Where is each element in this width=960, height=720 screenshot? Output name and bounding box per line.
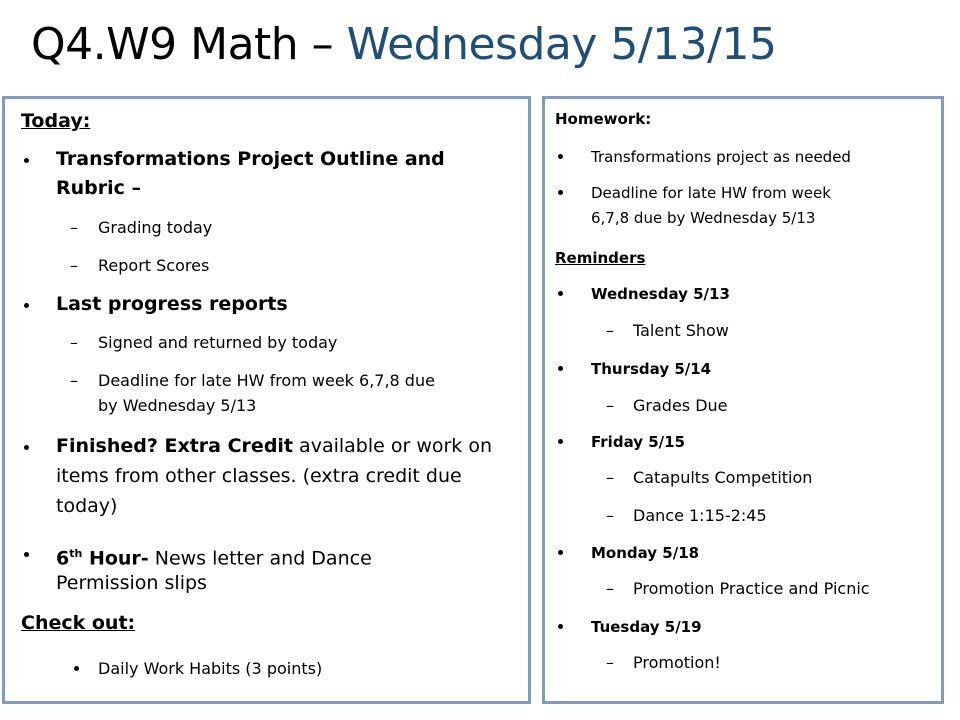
reminder-monday: Monday 5/18 — [591, 544, 700, 562]
dash: – — [606, 579, 614, 598]
dash: – — [70, 371, 78, 390]
reminder-talent-show: Talent Show — [633, 321, 729, 340]
bullet — [558, 550, 563, 555]
bullet — [558, 366, 563, 371]
item-finished-line2: items from other classes. (extra credit due — [56, 465, 462, 487]
item-finished-line3: today) — [56, 495, 118, 517]
dash: – — [606, 653, 614, 672]
reminder-friday: Friday 5/15 — [591, 433, 686, 451]
reminders-heading: Reminders — [555, 249, 646, 267]
bullet — [558, 154, 563, 159]
bullet — [558, 439, 563, 444]
item-sixth-num: 6 — [56, 547, 70, 570]
bullet — [558, 190, 563, 195]
item-sixth-hour-line2: Permission slips — [56, 572, 207, 594]
reminder-catapults: Catapults Competition — [633, 468, 813, 487]
homework-heading: Homework: — [555, 110, 652, 128]
sub-grading-today: Grading today — [98, 218, 213, 237]
item-sixth-sup: th — [69, 547, 83, 560]
reminder-wednesday: Wednesday 5/13 — [591, 285, 730, 303]
dash: – — [606, 396, 614, 415]
dash: – — [606, 506, 614, 525]
item-finished-line1 — [56, 432, 492, 461]
title-day: Wednesday 5/13/15 — [346, 19, 777, 70]
reminder-promotion: Promotion! — [633, 653, 721, 672]
checkout-work-habits: Daily Work Habits (3 points) — [98, 659, 323, 678]
bullet — [24, 552, 29, 557]
item-progress-reports: Last progress reports — [56, 293, 288, 315]
slide-title — [31, 14, 777, 76]
sub-deadline-line2: by Wednesday 5/13 — [98, 396, 257, 415]
dash: – — [70, 333, 78, 352]
item-sixth-bold: Hour- — [82, 547, 149, 570]
sub-deadline-line1: Deadline for late HW from week 6,7,8 due — [98, 371, 435, 390]
bullet — [74, 666, 79, 671]
reminder-promotion-practice: Promotion Practice and Picnic — [633, 579, 870, 598]
sub-signed-returned: Signed and returned by today — [98, 333, 338, 352]
checkout-heading: Check out: — [21, 612, 136, 634]
reminder-tuesday: Tuesday 5/19 — [591, 618, 702, 636]
bullet — [24, 303, 29, 308]
bullet — [558, 291, 563, 296]
reminder-thursday: Thursday 5/14 — [591, 360, 712, 378]
sub-report-scores: Report Scores — [98, 256, 210, 275]
item-sixth-rest: News letter and Dance — [148, 547, 372, 570]
hw-transformations: Transformations project as needed — [591, 148, 851, 166]
item-transformations-line2: Rubric – — [56, 177, 142, 199]
title-main: Q4.W9 Math – — [31, 19, 347, 70]
hw-deadline-line1: Deadline for late HW from week — [591, 184, 831, 202]
bullet — [24, 158, 29, 163]
bullet — [558, 624, 563, 629]
item-finished-bold: Finished? Extra Credit — [56, 435, 294, 457]
item-transformations-line1: Transformations Project Outline and — [56, 148, 445, 170]
dash: – — [606, 468, 614, 487]
today-panel — [2, 96, 531, 704]
dash: – — [70, 218, 78, 237]
item-finished-rest: available or work on — [293, 435, 493, 457]
dash: – — [70, 256, 78, 275]
reminder-dance: Dance 1:15-2:45 — [633, 506, 767, 525]
today-heading: Today: — [21, 110, 91, 132]
homework-panel — [542, 96, 944, 704]
hw-deadline-line2: 6,7,8 due by Wednesday 5/13 — [591, 209, 816, 227]
bullet — [24, 445, 29, 450]
dash: – — [606, 321, 614, 340]
reminder-grades-due: Grades Due — [633, 396, 728, 415]
